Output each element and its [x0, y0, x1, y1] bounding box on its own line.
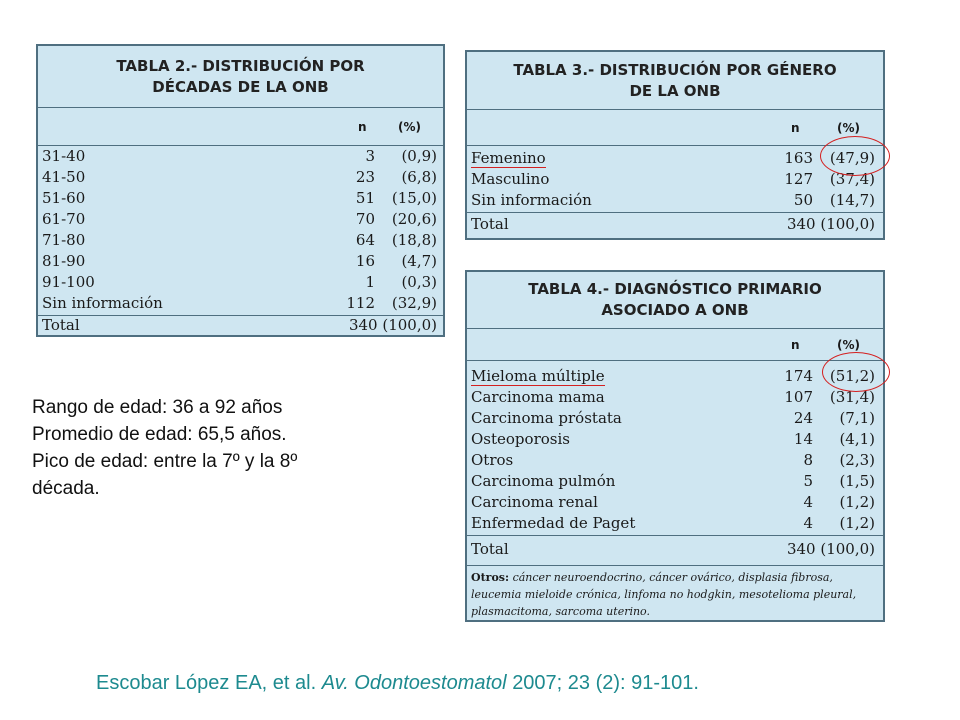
row-n: 5 — [803, 472, 813, 490]
row-label: Masculino — [471, 170, 550, 188]
row-n: 163 — [784, 149, 813, 167]
row-pct: (15,0) — [391, 189, 437, 207]
table-row — [467, 169, 883, 190]
col-pct-header: (%) — [837, 120, 860, 135]
row-n: 127 — [784, 170, 813, 188]
row-label: 41-50 — [42, 168, 86, 186]
row-n: 24 — [793, 409, 813, 427]
table-row — [38, 251, 443, 272]
table-row — [467, 387, 883, 408]
row-n: 23 — [355, 168, 375, 186]
row-n: 50 — [793, 191, 813, 209]
row-n: 16 — [355, 252, 375, 270]
row-label: 51-60 — [42, 189, 86, 207]
table-row — [467, 408, 883, 429]
summary-line3: Pico de edad: entre la 7º y la 8º — [32, 451, 298, 472]
row-label: Osteoporosis — [471, 430, 570, 448]
total-label: Total — [471, 540, 509, 558]
table-row — [467, 429, 883, 450]
table-row — [467, 471, 883, 492]
row-pct: (51,2) — [829, 367, 875, 385]
highlight-circle-mieloma — [822, 352, 890, 392]
note-text: cáncer neuroendocrino, cáncer ovárico, displasia fibrosa, leucemia mieloide crónica, linfoma no hodgkin, mesotelioma pleural, plasmacitoma, sarcoma uterino. — [471, 571, 857, 618]
tabla-3 — [465, 50, 885, 240]
row-pct: (32,9) — [391, 294, 437, 312]
row-n: 14 — [793, 430, 813, 448]
row-n: 4 — [803, 493, 813, 511]
tabla-4-title — [467, 272, 883, 329]
row-label: Carcinoma pulmón — [471, 472, 616, 490]
row-label: 61-70 — [42, 210, 86, 228]
row-label: Carcinoma mama — [471, 388, 605, 406]
row-n: 174 — [784, 367, 813, 385]
tabla-4-header — [467, 329, 883, 361]
highlight-circle-femenino — [820, 136, 890, 176]
citation-details: 2007; 23 (2): 91-101. — [512, 672, 699, 694]
row-pct: (7,1) — [839, 409, 875, 427]
femenino-underline: Femenino — [471, 149, 546, 167]
row-label — [471, 148, 546, 169]
tabla-3-header — [467, 110, 883, 146]
row-label: Sin información — [471, 191, 592, 209]
citation-journal: Av. Odontoestomatol — [321, 672, 507, 694]
tabla-2 — [36, 44, 445, 337]
row-pct: (14,7) — [829, 191, 875, 209]
table-row — [38, 188, 443, 209]
row-pct: (6,8) — [401, 168, 437, 186]
row-pct: (20,6) — [391, 210, 437, 228]
col-n-header: n — [358, 119, 367, 134]
citation-authors: Escobar López EA, et al. — [96, 672, 317, 694]
tabla-2-title — [38, 46, 443, 108]
citation — [96, 672, 699, 695]
tabla-2-header — [38, 108, 443, 146]
row-pct: (47,9) — [829, 149, 875, 167]
row-n: 112 — [346, 294, 375, 312]
table-row — [38, 209, 443, 230]
tabla-4-title-line1: TABLA 4.- DIAGNÓSTICO PRIMARIO — [528, 280, 822, 298]
age-summary — [32, 394, 297, 502]
summary-line2: Promedio de edad: 65,5 años. — [32, 424, 287, 445]
total-value: 340 (100,0) — [786, 540, 875, 558]
row-pct: (18,8) — [391, 231, 437, 249]
tabla-2-total — [38, 316, 443, 336]
note-label: Otros: — [471, 571, 510, 584]
tabla-2-title-line1: TABLA 2.- DISTRIBUCIÓN POR — [116, 56, 365, 75]
row-n: 107 — [784, 388, 813, 406]
table-row — [38, 146, 443, 167]
tabla-3-total — [467, 213, 883, 238]
tabla-4-rows — [467, 361, 883, 536]
row-pct: (1,5) — [839, 472, 875, 490]
summary-line4: década. — [32, 478, 100, 499]
row-n: 70 — [355, 210, 375, 228]
row-label: Enfermedad de Paget — [471, 514, 636, 532]
tabla-4-total — [467, 536, 883, 566]
col-pct-header: (%) — [398, 119, 421, 134]
col-pct-header: (%) — [837, 337, 860, 352]
row-pct: (1,2) — [839, 493, 875, 511]
table-row — [467, 492, 883, 513]
tabla-2-title-line2: DÉCADAS DE LA ONB — [152, 77, 329, 96]
row-n: 4 — [803, 514, 813, 532]
row-label: Sin información — [42, 294, 163, 312]
row-pct: (37,4) — [829, 170, 875, 188]
row-label: Otros — [471, 451, 514, 469]
row-pct: (0,9) — [401, 147, 437, 165]
summary-line1: Rango de edad: 36 a 92 años — [32, 397, 283, 418]
table-row — [467, 450, 883, 471]
table-row — [467, 190, 883, 211]
row-label — [471, 366, 605, 387]
row-pct: (4,7) — [401, 252, 437, 270]
row-n: 1 — [365, 273, 375, 291]
row-n: 51 — [355, 189, 375, 207]
col-n-header: n — [791, 120, 800, 135]
total-label: Total — [42, 316, 80, 334]
total-value: 340 (100,0) — [348, 316, 437, 334]
tabla-3-title — [467, 52, 883, 110]
row-label: 71-80 — [42, 231, 86, 249]
total-value: 340 (100,0) — [786, 215, 875, 233]
tabla-4-title-line2: ASOCIADO A ONB — [601, 301, 749, 319]
row-label: Carcinoma próstata — [471, 409, 622, 427]
table-row — [467, 366, 883, 387]
row-pct: (2,3) — [839, 451, 875, 469]
row-label: Carcinoma renal — [471, 493, 598, 511]
tabla-2-rows — [38, 146, 443, 316]
row-n: 3 — [365, 147, 375, 165]
row-pct: (31,4) — [829, 388, 875, 406]
tabla-4 — [465, 270, 885, 622]
col-n-header: n — [791, 337, 800, 352]
tabla-3-title-line1: TABLA 3.- DISTRIBUCIÓN POR GÉNERO — [513, 60, 837, 79]
table-row — [38, 293, 443, 314]
mieloma-underline: Mieloma múltiple — [471, 367, 605, 385]
row-pct: (1,2) — [839, 514, 875, 532]
row-label: 81-90 — [42, 252, 86, 270]
row-n: 8 — [803, 451, 813, 469]
total-label: Total — [471, 215, 509, 233]
row-pct: (0,3) — [401, 273, 437, 291]
row-pct: (4,1) — [839, 430, 875, 448]
row-label: 31-40 — [42, 147, 86, 165]
table-row — [38, 230, 443, 251]
row-n: 64 — [355, 231, 375, 249]
table-row — [467, 513, 883, 534]
table-row — [38, 272, 443, 293]
table-row — [38, 167, 443, 188]
row-label: 91-100 — [42, 273, 95, 291]
tabla-3-title-line2: DE LA ONB — [629, 81, 721, 100]
tabla-4-note — [467, 566, 883, 623]
